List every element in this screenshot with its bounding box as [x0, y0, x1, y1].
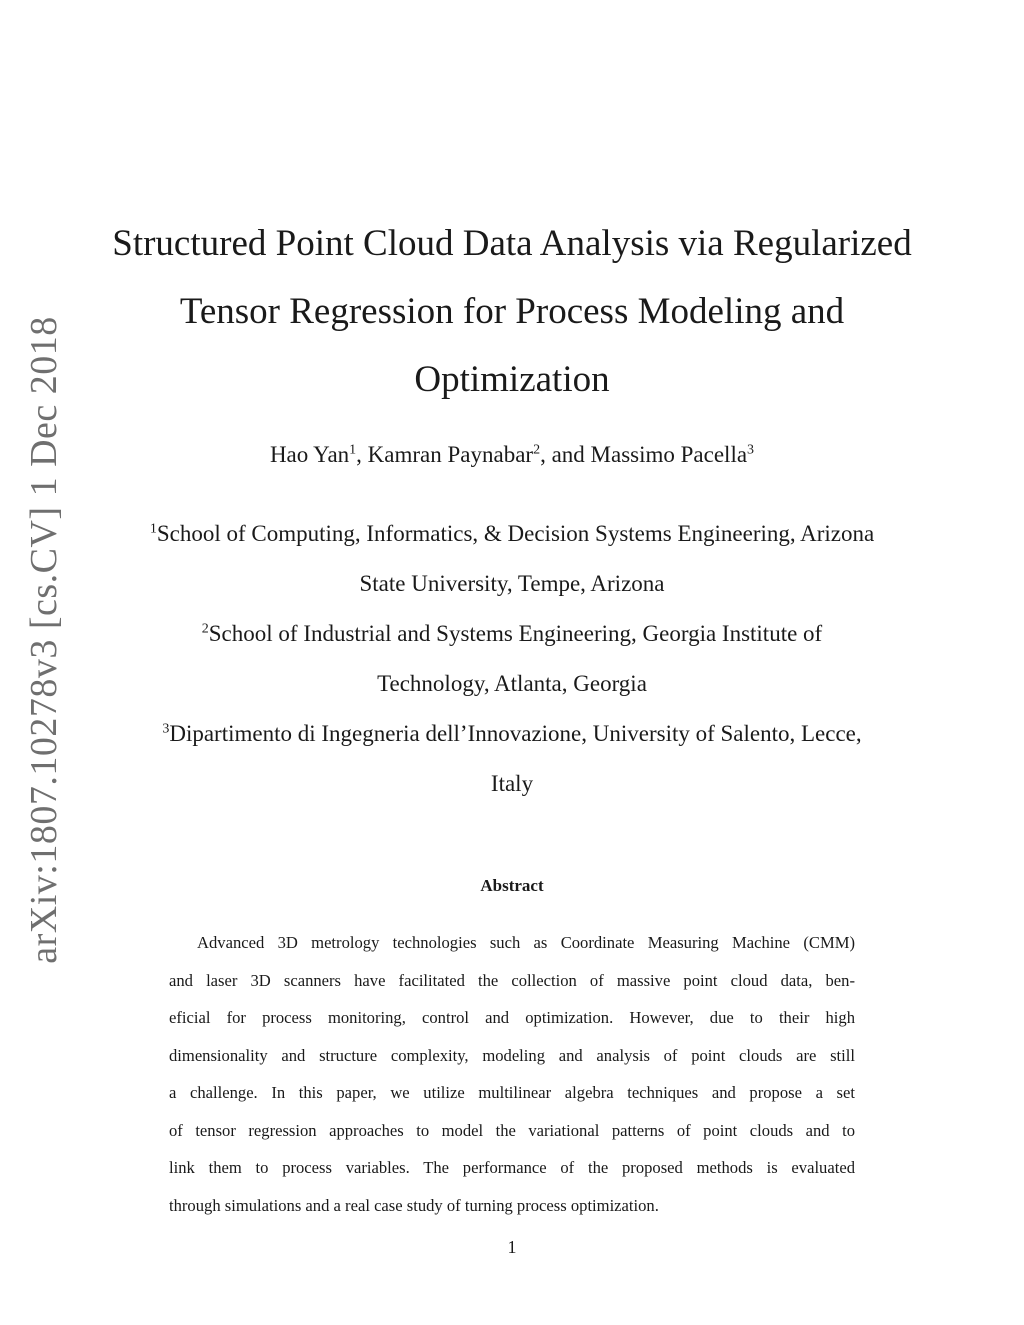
author-separator: , and — [540, 442, 591, 467]
author-name: Hao Yan — [269, 442, 350, 467]
title-line: Structured Point Cloud Data Analysis via Regularized — [112, 223, 912, 264]
affiliation-mark: 2 — [201, 621, 209, 637]
paper-title — [112, 210, 912, 414]
abstract-line: link them to process variables. The performance of the proposed methods is evaluated — [169, 1158, 855, 1177]
author-list — [112, 442, 912, 468]
page-number: 1 — [507, 1237, 517, 1257]
author-affiliation-mark: 3 — [747, 442, 755, 458]
title-line: Optimization — [414, 359, 610, 400]
abstract-line: through simulations and a real case study of turning process optimization. — [169, 1195, 659, 1215]
affiliation-3-continued: Italy — [490, 771, 534, 796]
affiliation-text: Dipartimento di Ingegneria dell’Innovazione, University of Salento, Lecce, — [169, 721, 862, 746]
abstract-body — [169, 924, 855, 1224]
affiliations — [112, 509, 912, 809]
affiliation-2 — [112, 609, 912, 659]
abstract-line: Advanced 3D metrology technologies such as Coordinate Measuring Machine (CMM) — [197, 933, 855, 952]
affiliation-2-continued: Technology, Atlanta, Georgia — [377, 671, 647, 696]
affiliation-mark: 3 — [162, 721, 170, 737]
abstract-line: dimensionality and structure complexity, modeling and analysis of point clouds are still — [169, 1045, 855, 1065]
author-separator: , — [356, 442, 368, 467]
author-affiliation-mark: 1 — [349, 442, 357, 458]
affiliation-text: School of Computing, Informatics, & Decision Systems Engineering, Arizona — [156, 521, 875, 546]
abstract-line: eficial for process monitoring, control and optimization. However, due to their high — [169, 1008, 855, 1027]
arxiv-identifier: arXiv:1807.10278v3 [cs.CV] 1 Dec 2018 — [23, 316, 65, 964]
affiliation-text: School of Industrial and Systems Engineering, Georgia Institute of — [208, 621, 823, 646]
abstract-heading: Abstract — [480, 876, 544, 895]
author-name: Massimo Pacella — [590, 442, 748, 467]
affiliation-3 — [112, 709, 912, 759]
title-line: Tensor Regression for Process Modeling and — [179, 291, 845, 332]
abstract-line: and laser 3D scanners have facilitated the collection of massive point cloud data, ben- — [169, 970, 855, 990]
affiliation-mark: 1 — [149, 521, 157, 537]
author-affiliation-mark: 2 — [533, 442, 541, 458]
author-name: Kamran Paynabar — [367, 442, 534, 467]
abstract-line: a challenge. In this paper, we utilize multilinear algebra techniques and propose a set — [169, 1083, 855, 1102]
abstract-line: of tensor regression approaches to model the variational patterns of point clouds and to — [169, 1120, 855, 1140]
affiliation-1-continued: State University, Tempe, Arizona — [359, 571, 665, 596]
affiliation-1 — [112, 509, 912, 559]
